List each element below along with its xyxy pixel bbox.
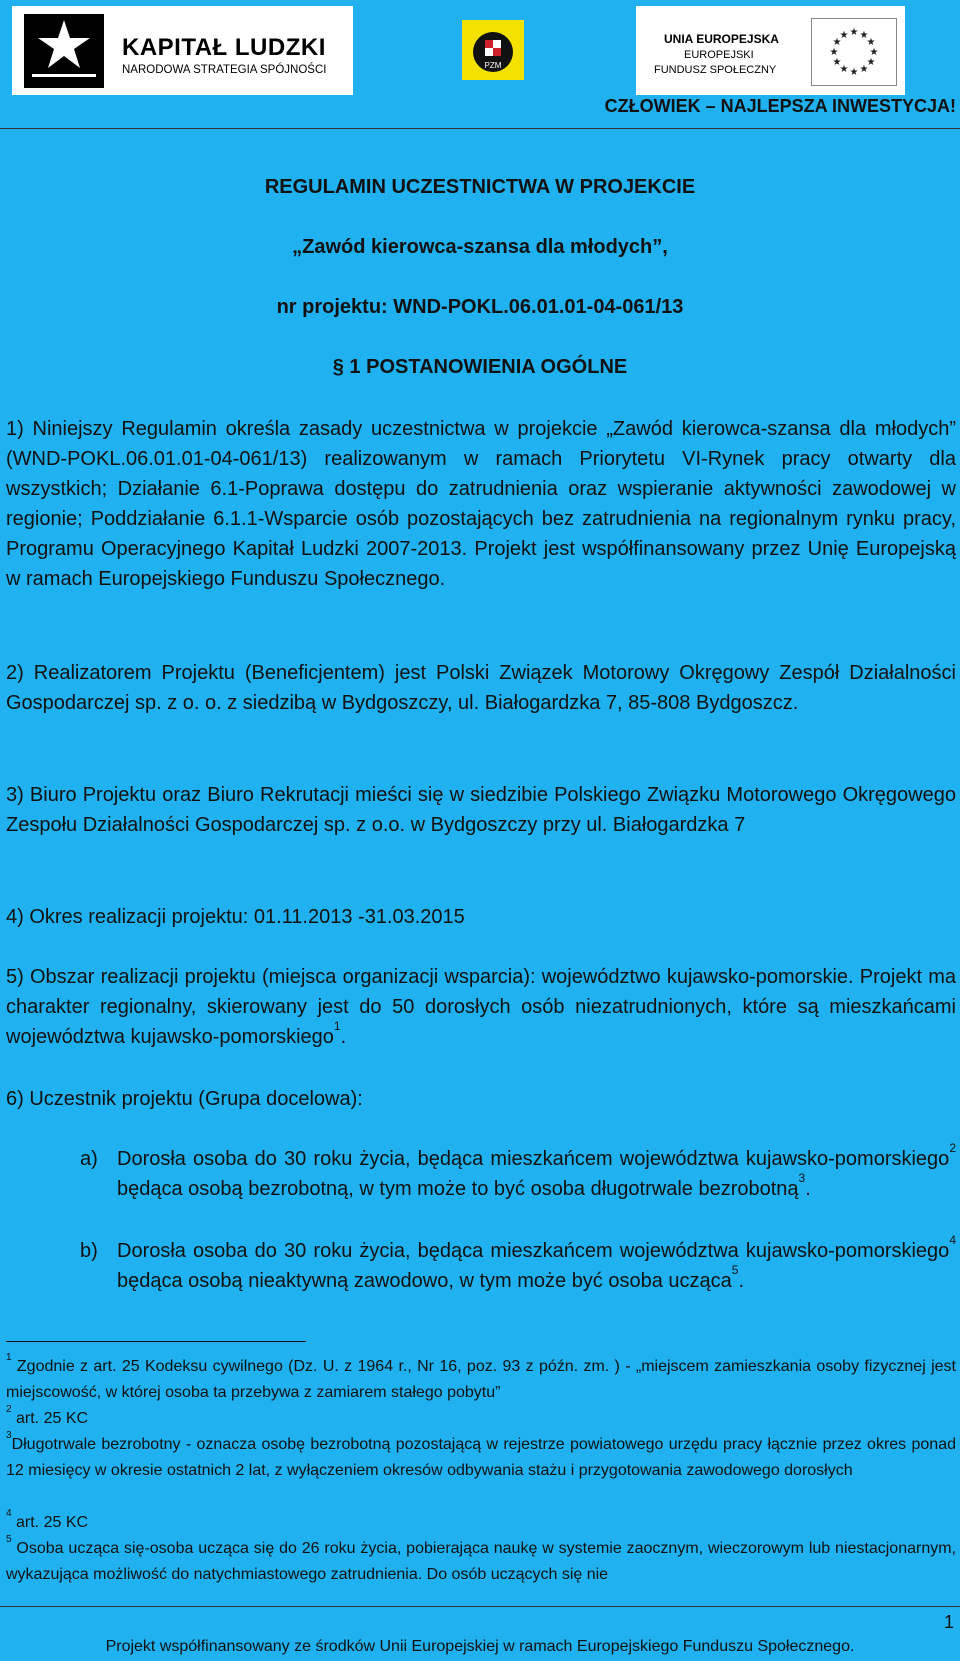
svg-text:★: ★ [839,64,849,75]
footnote-1 [6,1354,956,1406]
kapital-ludzki-emblem-icon [24,14,104,88]
paragraph-2: 2) Realizatorem Projektu (Beneficjentem) jest Polski Związek Motorowy Okręgowy Zespół Działalności Gospodarczej sp. z o. o. z siedzibą w Bydgoszczy, ul. Białogardzka 7, 85-808 Bydgoszcz. [6,662,956,714]
svg-text:★: ★ [832,37,842,48]
footnote-5 [6,1536,956,1588]
section-heading: § 1 POSTANOWIENIA OGÓLNE [332,356,628,378]
svg-text:★: ★ [839,30,849,41]
list-b-part1: Dorosła osoba do 30 roku życia, będąca mieszkańcem województwa kujawsko-pomorskiego [117,1240,950,1262]
footer-divider [0,1606,960,1607]
footnote-3-text: Długotrwale bezrobotny - oznacza osobę bezrobotną pozostającą w rejestrze powiatowego urzędu pracy łącznie przez okres ponad 12 miesięcy w okresie ostatnich 2 lat, z wyłączeniem okresów odbywania stażu i przygotowania zawodowego dorosłych [6,1436,956,1479]
footnote-3-number: 3 [6,1430,12,1441]
eu-logo [636,6,905,95]
paragraph-3: 3) Biuro Projektu oraz Biuro Rekrutacji mieści się w siedzibie Polskiego Związku Motorowego Okręgowego Zespołu Działalności Gospodarczej sp. z o.o. w Bydgoszczy przy ul. Białogardzka 7 [6,784,956,836]
footnote-1-number: 1 [6,1352,12,1363]
paragraph-5 [6,962,956,1052]
header-divider [0,128,960,129]
footer-text: Projekt współfinansowany ze środków Unii Europejskiej w ramach Europejskiego Funduszu Społecznego. [105,1638,855,1655]
list-b-part2: będąca osobą nieaktywną zawodowo, w tym może być osoba ucząca [117,1270,732,1292]
list-item-a [80,1141,956,1204]
paragraph-6: 6) Uczestnik projektu (Grupa docelowa): [6,1088,363,1110]
paragraph-5-text: 5) Obszar realizacji projektu (miejsca organizacji wsparcia): województwo kujawsko-pomorskie. Projekt ma charakter regionalny, skierowany jest do 50 dorosłych osób niezatrudnionych, które są mieszkańcami województwa kujawsko-pomorskiego [6,966,956,1048]
list-marker-a: a) [80,1148,98,1170]
footnote-4-number: 4 [6,1508,12,1519]
eu-logo-line3: FUNDUSZ SPOŁECZNY [654,64,777,76]
document-title: REGULAMIN UCZESTNICTWA W PROJEKCIE [264,176,696,198]
list-a-part2: będąca osobą bezrobotną, w tym może to być osoba długotrwale bezrobotną [117,1178,799,1200]
kapital-ludzki-subtitle: NARODOWA STRATEGIA SPÓJNOŚCI [122,64,327,76]
footnote-4-text: art. 25 KC [11,1514,89,1531]
footnote-ref-1: 1 [333,1019,341,1033]
svg-text:★: ★ [832,57,842,68]
footnote-4 [6,1510,956,1536]
paragraph-5-end: . [340,1026,347,1048]
paragraph-4: 4) Okres realizacji projektu: 01.11.2013 -31.03.2015 [6,906,465,928]
page-number: 1 [943,1612,954,1632]
eu-flag-icon [811,18,897,86]
paragraph-1: 1) Niniejszy Regulamin określa zasady uczestnictwa w projekcie „Zawód kierowca-szansa dla młodych” (WND-POKL.06.01.01-04-061/13) realizowanym w ramach Priorytetu VI-Rynek pracy otwarty dla wszystkich; Działanie 6.1-Poprawa dostępu do zatrudnienia oraz wspieranie aktywności zawodowej w regionie; Poddziałanie 6.1.1-Wsparcie osób pozostających bez zatrudnienia na regionalnym rynku pracy, Programu Operacyjnego Kapitał Ludzki 2007-2013. Projekt jest współfinansowany przez Unię Europejską w ramach Europejskiego Funduszu Społecznego. [6,418,956,590]
project-number: nr projektu: WND-POKL.06.01.01-04-061/13 [276,296,684,318]
footnote-3 [6,1432,956,1484]
kapital-ludzki-title: KAPITAŁ LUDZKI [122,34,326,61]
footnote-1-text: Zgodnie z art. 25 Kodeksu cywilnego (Dz. U. z 1964 r., Nr 16, poz. 93 z późn. zm. ) - „miejscem zamieszkania osoby fizycznej jest miejscowość, w której osoba ta przebywa z zamiarem stałego pobytu” [6,1358,956,1401]
footnote-2-number: 2 [6,1404,12,1415]
footnote-2 [6,1406,956,1432]
eu-logo-line1: UNIA EUROPEJSKA [664,32,779,46]
pzm-logo-text: PZM [484,61,502,70]
svg-text:★: ★ [859,30,869,41]
project-name: „Zawód kierowca-szansa dla młodych”, [292,236,668,258]
svg-text:★: ★ [859,64,869,75]
svg-text:★: ★ [829,47,839,58]
svg-text:★: ★ [849,67,859,78]
kapital-ludzki-logo [12,6,353,95]
list-marker-b: b) [80,1240,98,1262]
list-item-b [80,1233,956,1296]
svg-text:★: ★ [869,47,879,58]
list-b-end: . [738,1270,745,1292]
header-motto: CZŁOWIEK – NAJLEPSZA INWESTYCJA! [604,96,956,116]
footnote-2-text: art. 25 KC [11,1410,89,1427]
svg-text:★: ★ [849,27,859,38]
footnote-ref-4: 4 [949,1233,956,1247]
list-text-b [117,1233,956,1296]
footnote-5-text: Osoba ucząca się-osoba ucząca się do 26 roku życia, pobierająca naukę w systemie zaocznym, wieczorowym lub niestacjonarnym, wykazująca możliwość do natychmiastowego zatrudnienia. Do osób uczących się nie [6,1540,956,1583]
list-a-part1: Dorosła osoba do 30 roku życia, będąca mieszkańcem województwa kujawsko-pomorskiego [117,1148,950,1170]
svg-text:★: ★ [866,57,876,68]
list-text-a [117,1141,956,1204]
footnote-5-number: 5 [6,1534,12,1545]
footnote-ref-2: 2 [949,1141,956,1155]
pzm-logo [462,20,524,80]
footnote-separator [6,1341,306,1342]
svg-text:★: ★ [866,37,876,48]
eu-logo-line2: EUROPEJSKI [684,49,754,61]
footnote-ref-3: 3 [798,1171,806,1185]
footnote-ref-5: 5 [731,1263,739,1277]
list-a-end: . [805,1178,811,1200]
